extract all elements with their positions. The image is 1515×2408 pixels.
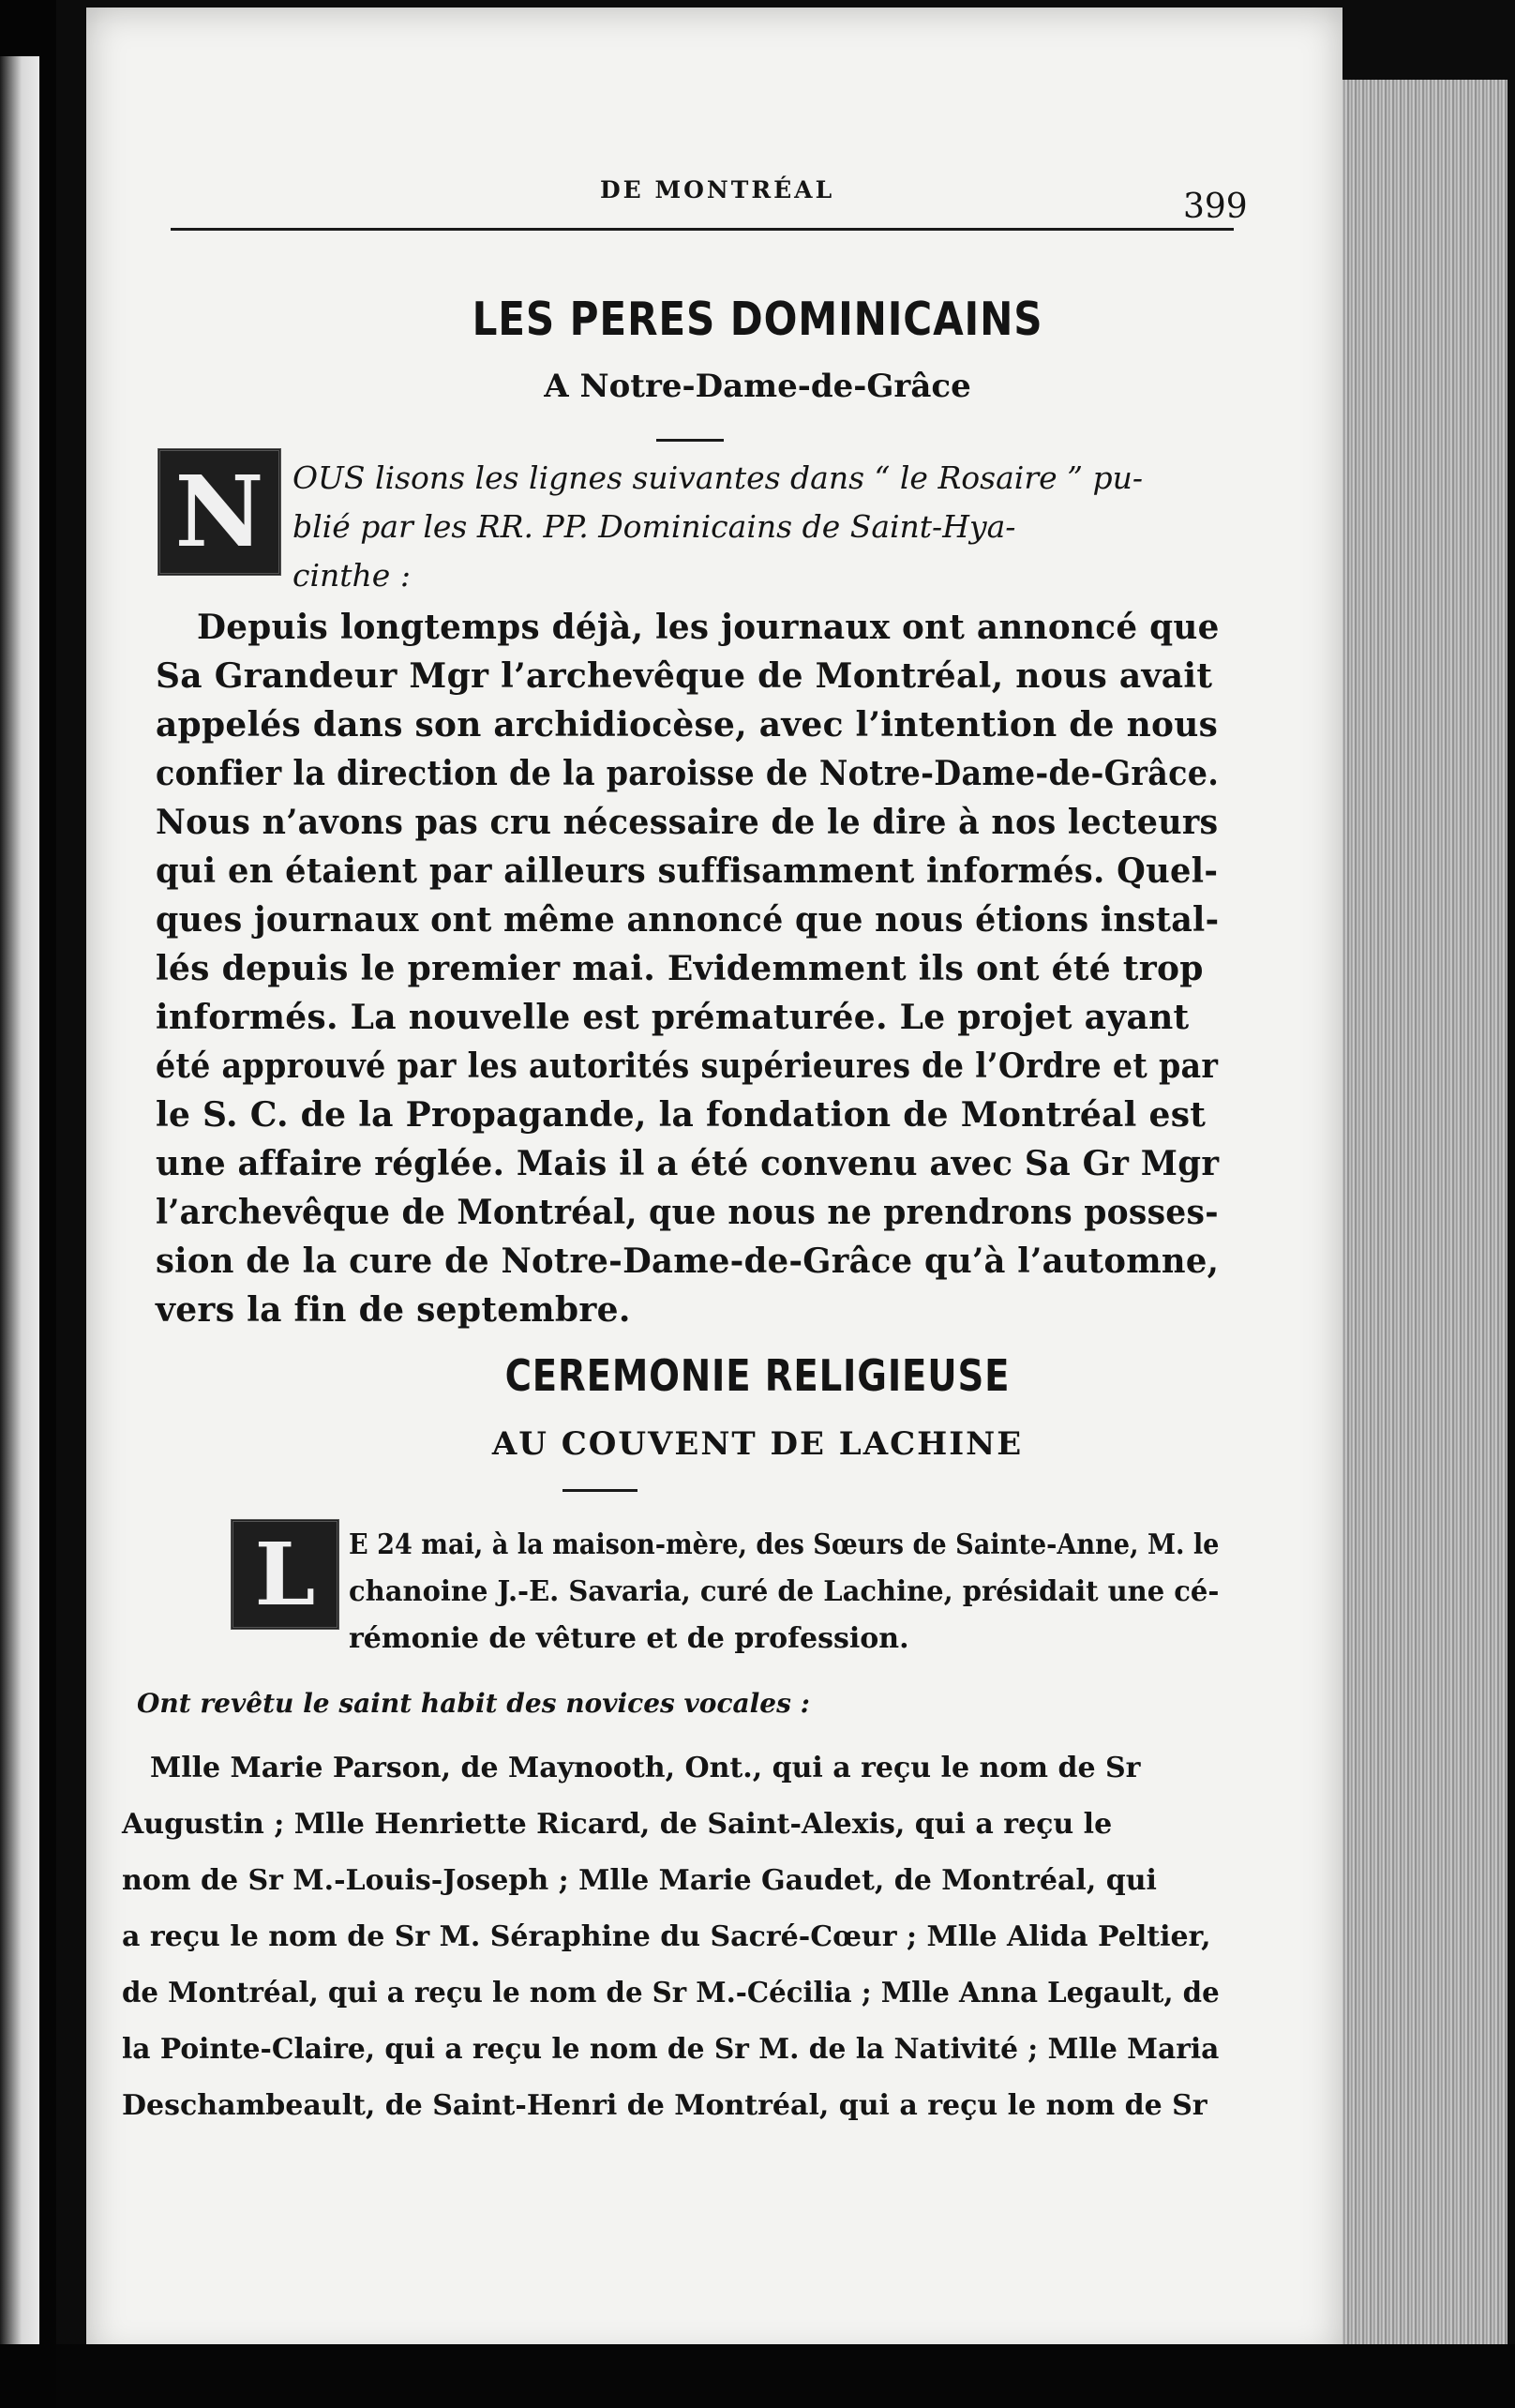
body-line: appelés dans son archidiocèse, avec l’intention de nous (156, 705, 1219, 745)
ornamental-dropcap-l: L (231, 1519, 339, 1630)
body-line: ques journaux ont même annoncé que nous étions instal- (156, 900, 1220, 940)
body-line: lés depuis le premier mai. Evidemment ils ont été trop (156, 949, 1204, 988)
body-line: de Montréal, qui a reçu le nom de Sr M.-Cécilia ; Mlle Anna Legault, de (122, 1977, 1220, 2009)
header-rule (171, 228, 1234, 231)
page-number: 399 (1183, 188, 1248, 226)
running-head: DE MONTRÉAL (600, 176, 835, 203)
body-line: le S. C. de la Propagande, la fondation de Montréal est (156, 1095, 1207, 1135)
article-subtitle-notre-dame: A Notre-Dame-de-Grâce (544, 368, 971, 405)
body-line: Deschambeault, de Saint-Henri de Montréal, qui a reçu le nom de Sr (122, 2089, 1208, 2122)
article-title-ceremonie: CEREMONIE RELIGIEUSE (504, 1350, 1011, 1401)
intro-line: E 24 mai, à la maison-mère, des Sœurs de Sainte-Anne, M. le (349, 1528, 1220, 1561)
body-line: Mlle Marie Parson, de Maynooth, Ont., qui a reçu le nom de Sr (150, 1752, 1141, 1784)
body-line: sion de la cure de Notre-Dame-de-Grâce qu’à l’automne, (156, 1242, 1220, 1281)
body-line: a reçu le nom de Sr M. Séraphine du Sacré-Cœur ; Mlle Alida Peltier, (122, 1920, 1211, 1953)
article-subtitle-lachine: AU COUVENT DE LACHINE (491, 1425, 1024, 1463)
title-rule (656, 439, 724, 442)
body-line: qui en étaient par ailleurs suffisamment informés. Quel- (156, 851, 1219, 891)
body-line: vers la fin de septembre. (156, 1290, 631, 1330)
body-line: Sa Grandeur Mgr l’archevêque de Montréal, nous avait (156, 656, 1213, 696)
intro-line: OUS lisons les lignes suivantes dans “ le Rosaire ” pu- (292, 459, 1144, 496)
page-stack-edge (1327, 80, 1508, 2358)
body-line: l’archevêque de Montréal, que nous ne prendrons posses- (156, 1193, 1219, 1232)
body-line: une affaire réglée. Mais il a été convenu avec Sa Gr Mgr (156, 1144, 1220, 1183)
book-bottom-shadow (56, 2344, 1515, 2408)
intro-line: cinthe : (292, 557, 411, 594)
intro-line: rémonie de vêture et de profession. (349, 1622, 909, 1655)
body-line: Depuis longtemps déjà, les journaux ont annoncé que (197, 608, 1220, 647)
body-line: été approuvé par les autorités supérieures de l’Ordre et par (156, 1046, 1219, 1086)
body-line: confier la direction de la paroisse de Notre-Dame-de-Grâce. (156, 754, 1220, 793)
body-line: Nous n’avons pas cru nécessaire de le dire à nos lecteurs (156, 803, 1219, 842)
intro-line: blié par les RR. PP. Dominicains de Saint-Hya- (292, 508, 1016, 545)
intro-line: chanoine J.-E. Savaria, curé de Lachine, présidait une cé- (349, 1575, 1220, 1608)
body-line: Augustin ; Mlle Henriette Ricard, de Saint-Alexis, qui a reçu le (122, 1808, 1113, 1841)
italic-heading-line: Ont revêtu le saint habit des novices vocales : (137, 1688, 810, 1719)
ornamental-dropcap-n: N (158, 448, 281, 576)
title-rule (562, 1489, 638, 1492)
body-line: la Pointe-Claire, qui a reçu le nom de Sr M. de la Nativité ; Mlle Maria (122, 2033, 1220, 2066)
body-line: nom de Sr M.-Louis-Joseph ; Mlle Marie Gaudet, de Montréal, qui (122, 1864, 1157, 1897)
body-line: informés. La nouvelle est prématurée. Le projet ayant (156, 998, 1190, 1037)
article-title-dominicains: LES PERES DOMINICAINS (472, 293, 1043, 346)
